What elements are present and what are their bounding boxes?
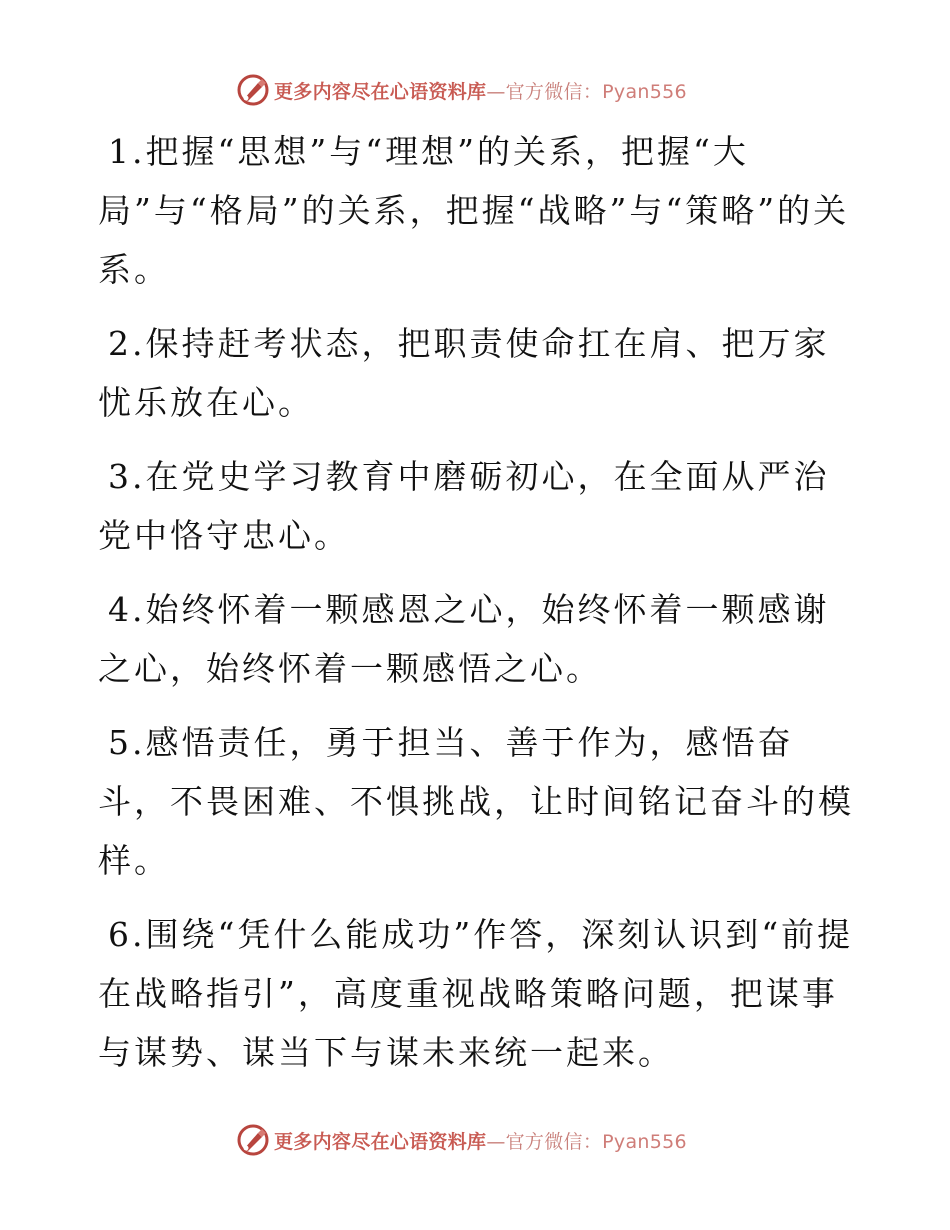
- list-item: 2.保持赶考状态，把职责使命扛在肩、把万家忧乐放在心。: [98, 324, 830, 422]
- header-wechat-id: Pyan556: [602, 80, 687, 103]
- footer-wechat-label: 官方微信：: [505, 1130, 603, 1153]
- footer-title: 更多内容尽在心语资料库: [274, 1130, 487, 1153]
- pen-logo-icon: [236, 73, 270, 107]
- header-wechat-label: 官方微信：: [505, 80, 603, 103]
- list-item: 6.围绕“凭什么能成功”作答，深刻认识到“前提在战略指引”，高度重视战略策略问题，把谋事与谋势、谋当下与谋未来统一起来。: [98, 915, 854, 1072]
- pen-logo-icon: [236, 1123, 270, 1157]
- list-item: 1.把握“思想”与“理想”的关系，把握“大局”与“格局”的关系，把握“战略”与“策略”的关系。: [98, 132, 850, 289]
- list-item: 3.在党史学习教育中磨砺初心，在全面从严治党中恪守忠心。: [98, 457, 830, 555]
- document-body: [98, 122, 858, 1097]
- header-title: 更多内容尽在心语资料库: [274, 80, 487, 103]
- footer-watermark: [236, 1122, 687, 1158]
- list-item: 5.感悟责任，勇于担当、善于作为，感悟奋斗，不畏困难、不惧挑战，让时间铭记奋斗的模样。: [98, 723, 854, 880]
- header-watermark: [236, 72, 687, 108]
- footer-separator: —: [486, 1130, 506, 1153]
- list-item: 4.始终怀着一颗感恩之心，始终怀着一颗感谢之心，始终怀着一颗感悟之心。: [98, 590, 830, 688]
- header-separator: —: [486, 80, 506, 103]
- footer-wechat-id: Pyan556: [602, 1130, 687, 1153]
